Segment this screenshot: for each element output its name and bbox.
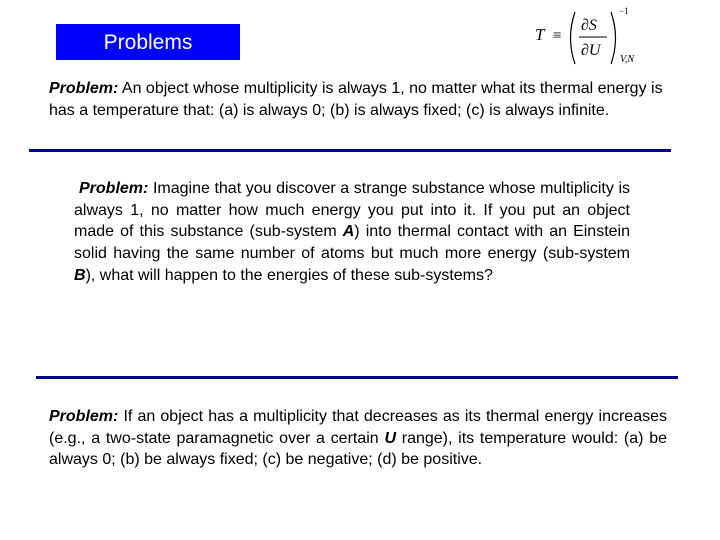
slide-title-text: Problems [103,31,193,54]
temperature-definition-formula [533,2,668,68]
formula-left-paren [571,12,576,64]
formula-exponent: −1 [619,6,629,16]
problem-3-var: U [384,429,396,447]
problem-2-text-c: ), what will happen to the energies of these sub-systems? [85,266,493,284]
problem-2-var-a: A [342,223,355,241]
problem-3-label: Problem: [49,408,119,425]
problem-2-label: Problem: [79,180,149,197]
problem-1-label: Problem: [49,80,119,97]
formula-right-paren [611,12,616,64]
problem-2-text-a: Imagine that you discover a strange substance whose multiplicity is always 1, no matter how much energy you put into it. If you put an object made of this substance (sub-system [74,180,630,241]
formula-numerator: ∂S [581,17,597,34]
formula-relation: ≡ [553,28,562,44]
problem-3 [49,406,667,471]
problem-3-text-a: If an object has a multiplicity that decreases as its thermal energy increases (e.g., a two-state paramagnetic over a certain [49,408,667,447]
divider-2 [36,376,678,379]
problem-1 [49,78,671,121]
problem-3-text-b: range), its temperature would: (a) be always 0; (b) be always fixed; (c) be negative; (d) be positive. [49,429,667,469]
slide-title [56,24,240,60]
problem-2-text-b: ) into thermal contact with an Einstein solid having the same number of atoms but much more energy (sub-system [74,223,631,263]
formula-svg [533,2,668,68]
problem-2 [74,178,630,287]
formula-lhs: T [535,25,545,44]
problem-2-var-b: B [74,266,86,284]
formula-subscript: V,N [620,54,634,65]
divider-1 [29,149,671,152]
formula-denominator: ∂U [581,42,601,59]
problem-1-text: An object whose multiplicity is always 1, no matter what its thermal energy is has a temperature that: (a) is always 0; (b) is always fixed; (c) is always infinite. [49,80,663,119]
